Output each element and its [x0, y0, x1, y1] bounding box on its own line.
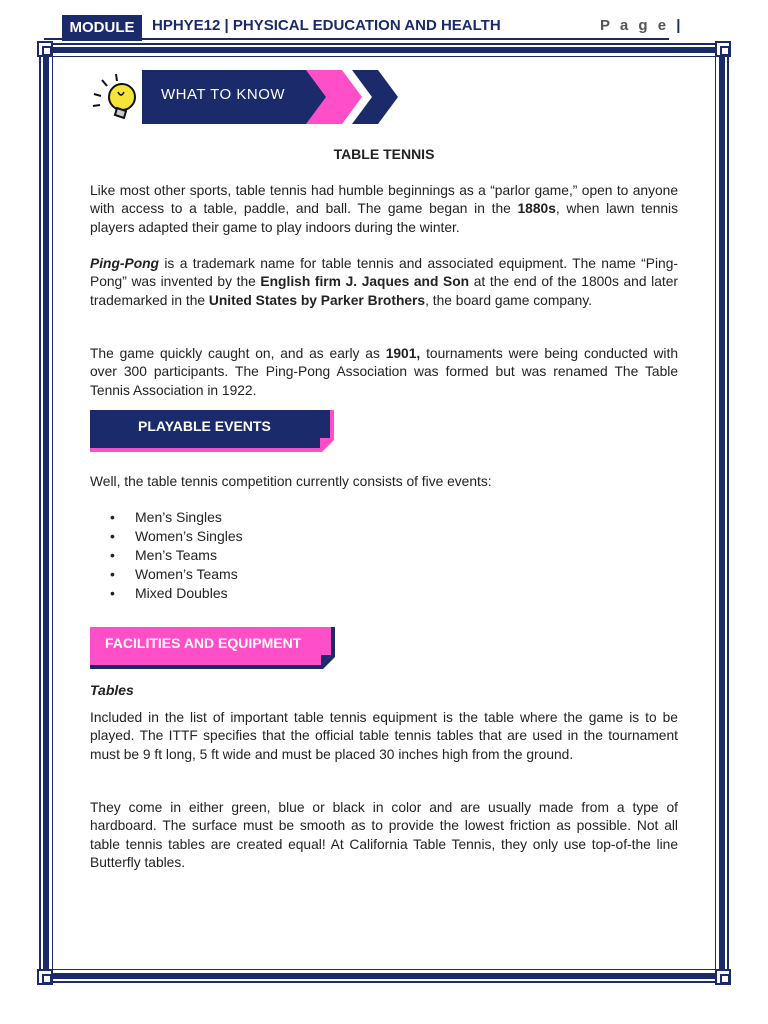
frame-corner-top-right	[715, 41, 731, 57]
events-list	[110, 508, 243, 603]
subheading-tables: Tables	[90, 682, 134, 698]
paragraph-ping-pong	[90, 255, 678, 310]
text-run: , when lawn tennis players adapted their game to play indoors during the winter.	[90, 201, 678, 235]
section-facilities	[90, 627, 335, 667]
text-run: Like most other sports, table tennis had humble beginnings as a “parlor game,” open to anyone with access to a table, paddle, and ball. The game began in the	[90, 183, 678, 217]
text-run: tournaments were being conducted with over 300 participants. The Ping-Pong Association was formed but was renamed The Table Tennis Association in 1922.	[90, 346, 678, 398]
text-run: is a trademark name for table tennis and associated equipment. The name “Ping-Pong” was invented by the	[90, 256, 678, 290]
page-bar: |	[676, 17, 681, 34]
article-title: TABLE TENNIS	[333, 146, 435, 162]
bold-run: 1880s	[517, 201, 556, 217]
header-rule	[44, 38, 669, 40]
bold-run: 1901,	[385, 346, 421, 361]
list-item: • Mixed Doubles	[110, 584, 243, 603]
module-label: MODULE	[62, 15, 142, 41]
text-run: at the end of the 1800s and later trademarked in the	[90, 274, 678, 308]
paragraph-tables-spec: Included in the list of important table tennis equipment is the table where the game is to be played. The ITTF specifies that the official table tennis tables that are used in the tournament must be 9 ft long, 5 ft wide and must be placed 30 inches high from the ground.	[90, 710, 678, 762]
module-title: HPHYE12 | PHYSICAL EDUCATION AND HEALTH	[152, 17, 501, 34]
bold-run: English firm J. Jaques and Son	[260, 274, 470, 290]
paragraph-association	[90, 345, 678, 400]
text-run: The game quickly caught on, and as early as	[90, 346, 386, 361]
list-item: • Women’s Teams	[110, 565, 243, 584]
bold-italic-run: Ping-Pong	[90, 256, 159, 271]
section-heading: PLAYABLE EVENTS	[138, 418, 271, 434]
list-item: • Women’s Singles	[110, 527, 243, 546]
section-playable-events	[90, 410, 334, 450]
paragraph-history	[90, 182, 678, 237]
list-item: • Men’s Singles	[110, 508, 243, 527]
lightbulb-icon	[88, 70, 144, 126]
list-item: • Men’s Teams	[110, 546, 243, 565]
bold-run: United States by Parker Brothers	[208, 292, 426, 308]
frame-corner-top-left	[37, 41, 53, 57]
page-header	[0, 0, 768, 44]
frame-corner-bottom-left	[37, 969, 53, 985]
frame-corner-bottom-right	[715, 969, 731, 985]
paragraph-tables-material: They come in either green, blue or black in color and are usually made from a type of hardboard. The surface must be smooth as to provide the lowest friction as possible. Not all table tennis tables are created equal! At California Table Tennis, they only use top-of-the line Butterfly tables.	[90, 800, 678, 870]
what-to-know-label: WHAT TO KNOW	[161, 86, 286, 103]
page-indicator	[600, 17, 680, 34]
events-intro: Well, the table tennis competition currently consists of five events:	[90, 474, 492, 489]
page-label: P a g e	[600, 17, 670, 34]
text-run: , the board game company.	[425, 292, 593, 308]
section-heading: FACILITIES AND EQUIPMENT	[105, 635, 302, 651]
